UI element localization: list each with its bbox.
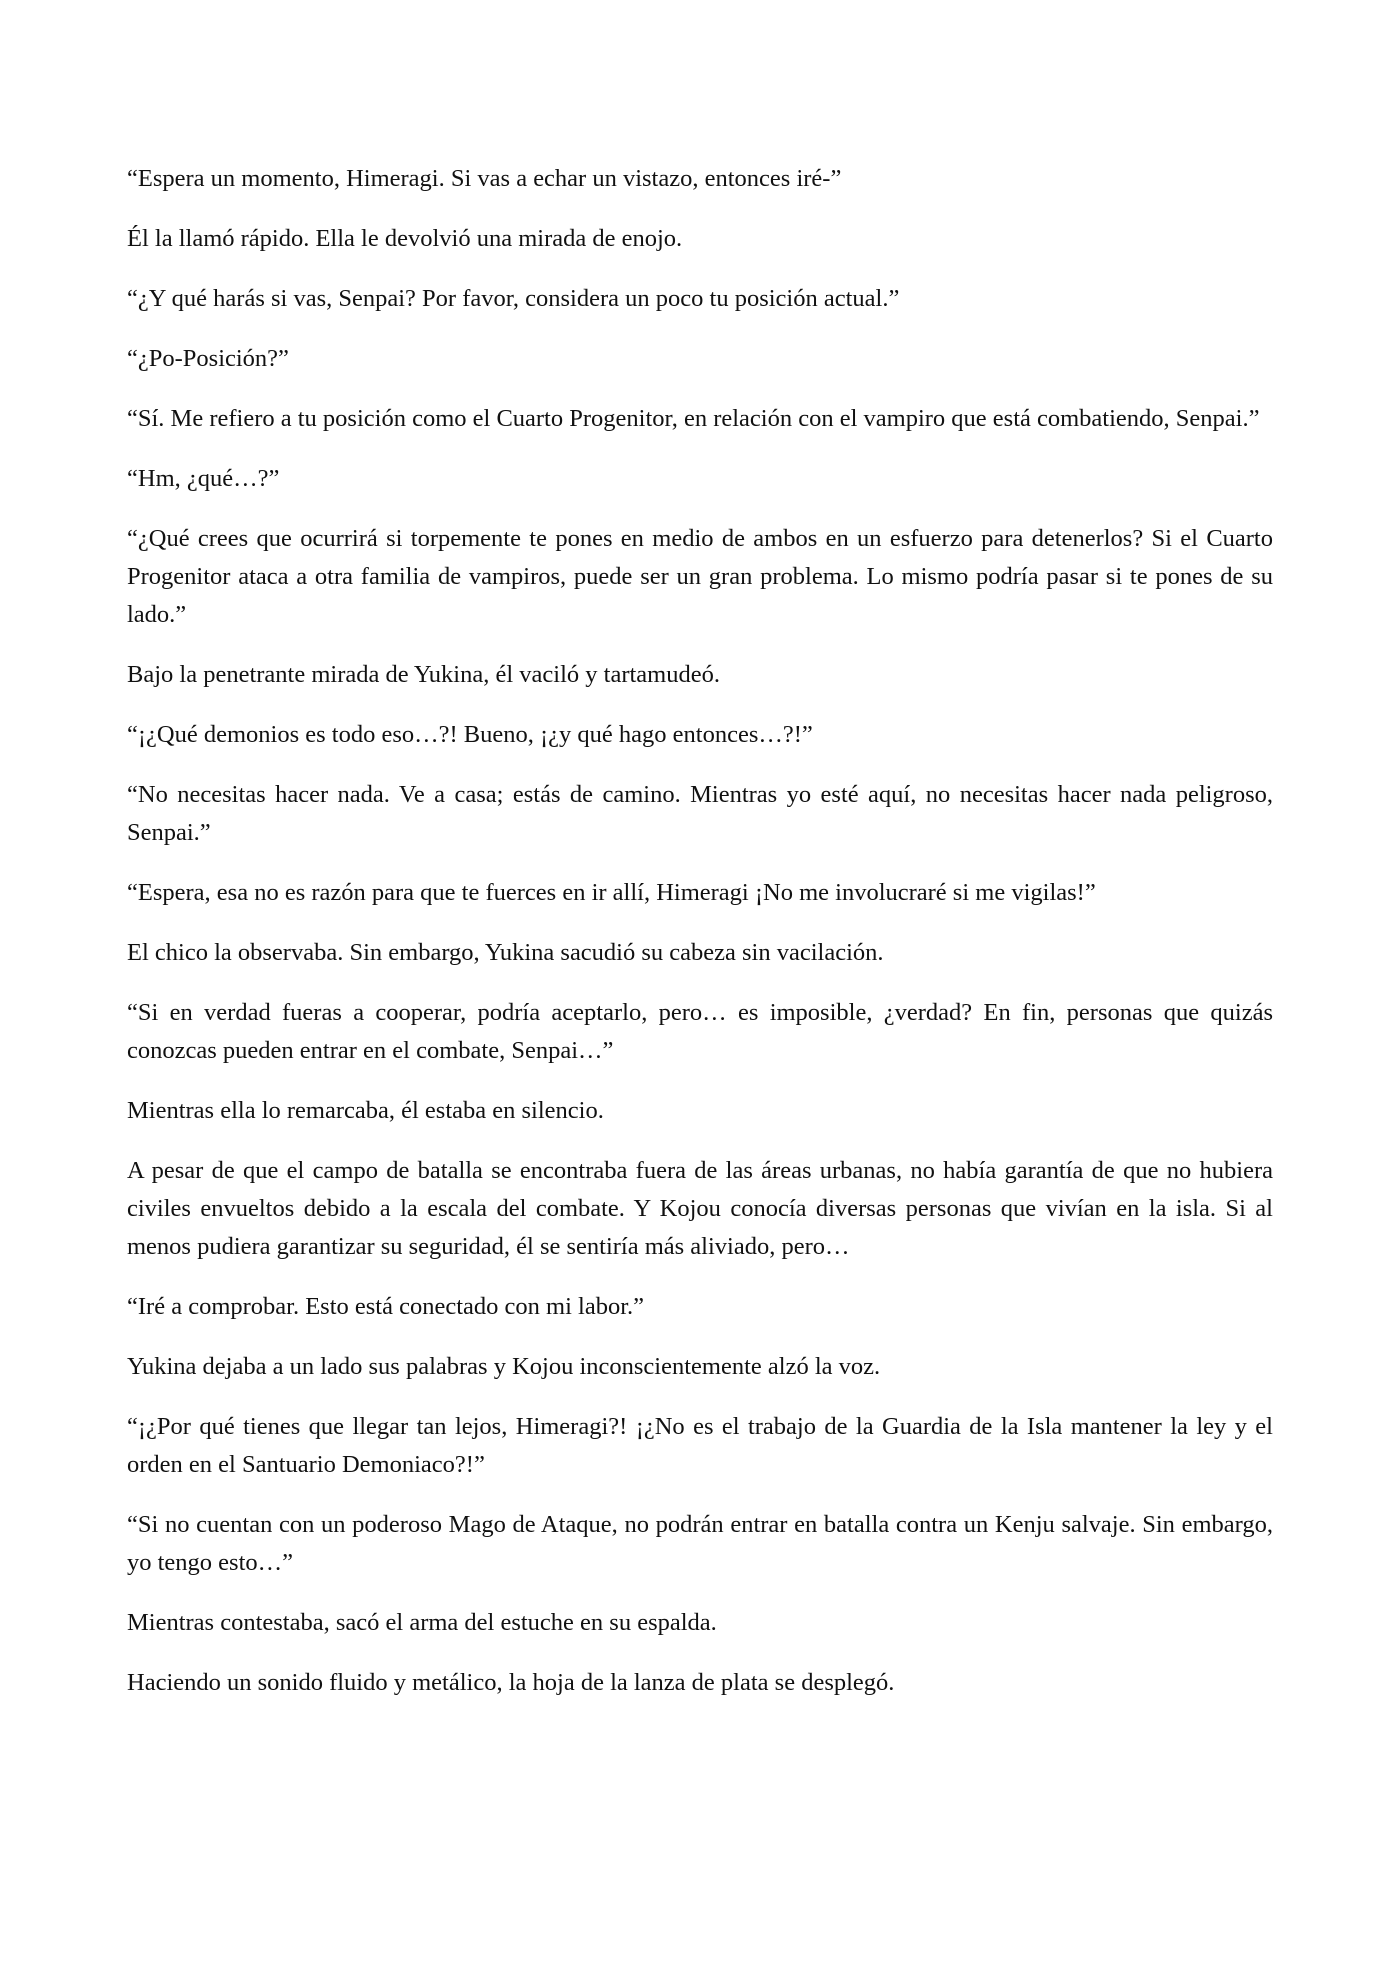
document-text	[127, 160, 1273, 1724]
paragraph: “No necesitas hacer nada. Ve a casa; estás de camino. Mientras yo esté aquí, no necesitas hacer nada peligroso, Senpai.”	[127, 781, 1273, 846]
paragraph: Yukina dejaba a un lado sus palabras y Kojou inconscientemente alzó la voz.	[127, 1353, 881, 1380]
paragraph: “Hm, ¿qué…?”	[127, 465, 280, 492]
paragraph: “Espera, esa no es razón para que te fuerces en ir allí, Himeragi ¡No me involucraré si me vigilas!”	[127, 879, 1096, 906]
paragraph: “Si no cuentan con un poderoso Mago de Ataque, no podrán entrar en batalla contra un Kenju salvaje. Sin embargo, yo tengo esto…”	[127, 1511, 1273, 1576]
paragraph: Bajo la penetrante mirada de Yukina, él vaciló y tartamudeó.	[127, 661, 720, 688]
paragraph: “¡¿Por qué tienes que llegar tan lejos, Himeragi?! ¡¿No es el trabajo de la Guardia de la Isla mantener la ley y el orden en el Santuario Demoniaco?!”	[127, 1413, 1273, 1478]
paragraph: “Si en verdad fueras a cooperar, podría aceptarlo, pero… es imposible, ¿verdad? En fin, personas que quizás conozcas pueden entrar en el combate, Senpai…”	[127, 999, 1273, 1064]
paragraph: Mientras contestaba, sacó el arma del estuche en su espalda.	[127, 1609, 717, 1636]
paragraph: “¡¿Qué demonios es todo eso…?! Bueno, ¡¿y qué hago entonces…?!”	[127, 721, 813, 748]
paragraph: “Sí. Me refiero a tu posición como el Cuarto Progenitor, en relación con el vampiro que está combatiendo, Senpai.”	[127, 405, 1260, 432]
paragraph: Haciendo un sonido fluido y metálico, la hoja de la lanza de plata se desplegó.	[127, 1669, 895, 1696]
paragraph: A pesar de que el campo de batalla se encontraba fuera de las áreas urbanas, no había garantía de que no hubiera civiles envueltos debido a la escala del combate. Y Kojou conocía diversas personas que vivían en la isla. Si al menos pudiera garantizar su seguridad, él se sentiría más aliviado, pero…	[127, 1157, 1273, 1260]
paragraph: “¿Y qué harás si vas, Senpai? Por favor, considera un poco tu posición actual.”	[127, 285, 900, 312]
paragraph: “¿Po-Posición?”	[127, 345, 289, 372]
paragraph: “¿Qué crees que ocurrirá si torpemente te pones en medio de ambos en un esfuerzo para detenerlos? Si el Cuarto Progenitor ataca a otra familia de vampiros, puede ser un gran problema. Lo mismo podría pasar si te pones de su lado.”	[127, 525, 1273, 628]
paragraph: Él la llamó rápido. Ella le devolvió una mirada de enojo.	[127, 225, 683, 252]
paragraph: “Iré a comprobar. Esto está conectado con mi labor.”	[127, 1293, 645, 1320]
paragraph: Mientras ella lo remarcaba, él estaba en silencio.	[127, 1097, 604, 1124]
paragraph: El chico la observaba. Sin embargo, Yukina sacudió su cabeza sin vacilación.	[127, 939, 884, 966]
paragraph: “Espera un momento, Himeragi. Si vas a echar un vistazo, entonces iré-”	[127, 165, 842, 192]
